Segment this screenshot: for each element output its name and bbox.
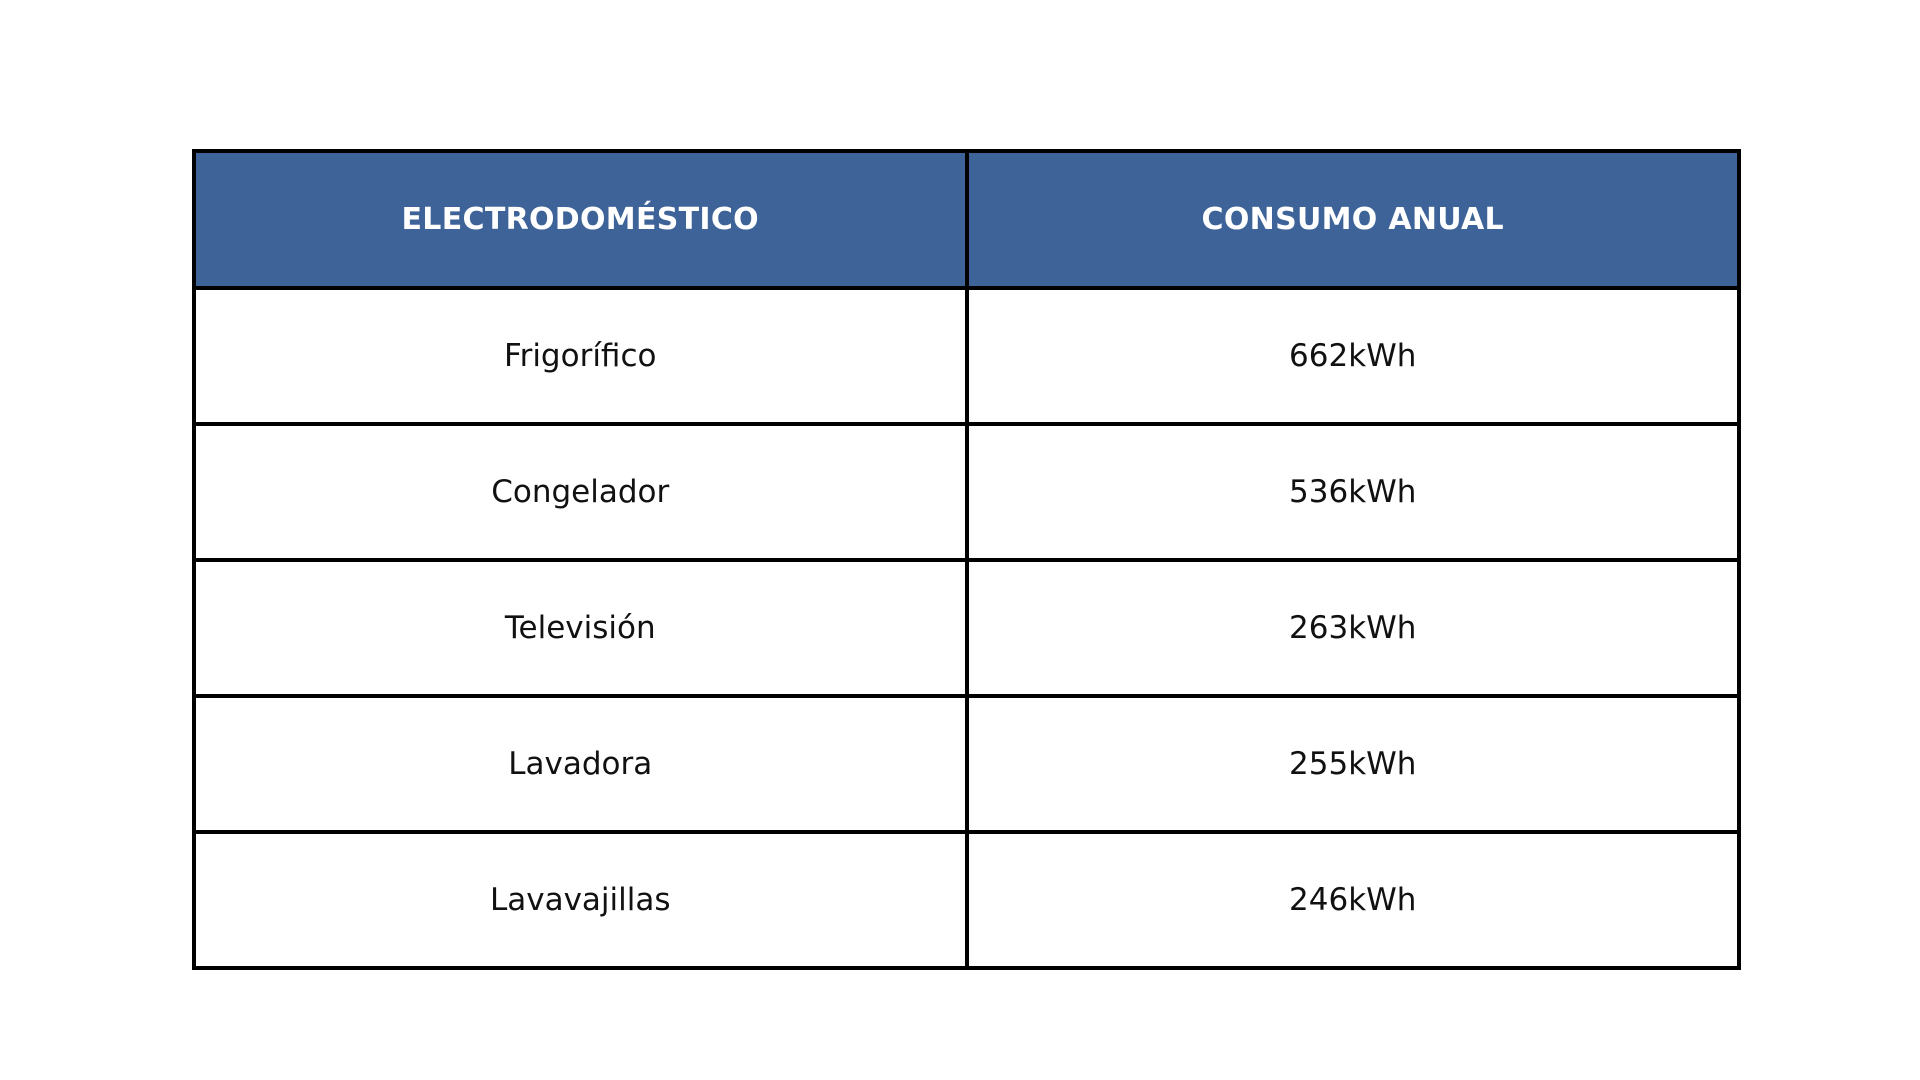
cell-appliance: Televisión xyxy=(194,560,967,696)
header-row xyxy=(194,151,1739,288)
table-body xyxy=(194,288,1739,968)
header-annual-consumption: CONSUMO ANUAL xyxy=(967,151,1740,288)
cell-appliance: Lavavajillas xyxy=(194,832,967,968)
cell-consumption: 536kWh xyxy=(967,424,1740,560)
table-row xyxy=(194,288,1739,424)
cell-consumption: 255kWh xyxy=(967,696,1740,832)
cell-appliance: Lavadora xyxy=(194,696,967,832)
header-appliance: ELECTRODOMÉSTICO xyxy=(194,151,967,288)
cell-consumption: 662kWh xyxy=(967,288,1740,424)
cell-appliance: Congelador xyxy=(194,424,967,560)
table-header xyxy=(194,151,1739,288)
table-row xyxy=(194,696,1739,832)
cell-consumption: 263kWh xyxy=(967,560,1740,696)
cell-appliance: Frigorífico xyxy=(194,288,967,424)
consumption-table xyxy=(192,149,1741,970)
table-row xyxy=(194,560,1739,696)
table-row xyxy=(194,424,1739,560)
table-row xyxy=(194,832,1739,968)
cell-consumption: 246kWh xyxy=(967,832,1740,968)
